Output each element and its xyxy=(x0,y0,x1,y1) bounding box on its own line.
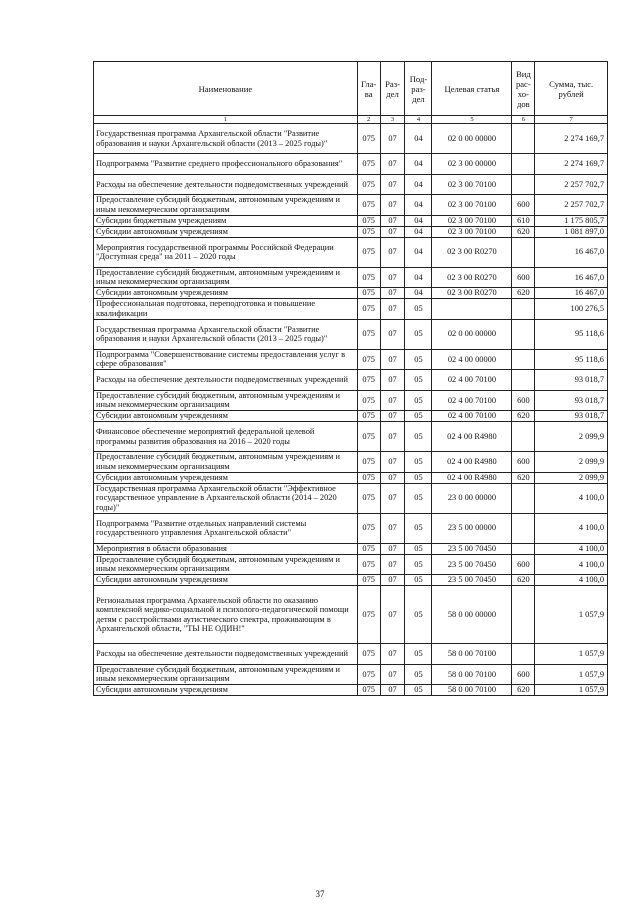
row-section: 07 xyxy=(380,543,405,554)
table-row xyxy=(94,422,608,452)
table-row xyxy=(94,452,608,473)
row-section: 07 xyxy=(380,226,405,237)
row-subsection: 04 xyxy=(405,215,432,226)
row-target: 02 4 00 R4980 xyxy=(432,472,512,483)
row-chapter: 075 xyxy=(357,411,380,422)
row-target: 58 0 00 70100 xyxy=(432,664,512,685)
row-subsection: 04 xyxy=(405,267,432,288)
row-name: Подпрограмма "Развитие отдельных направлений системы государственного управления Архангельской области" xyxy=(94,513,358,543)
row-target: 02 0 00 00000 xyxy=(432,319,512,349)
row-section: 07 xyxy=(380,472,405,483)
row-section: 07 xyxy=(380,411,405,422)
row-target: 02 3 00 R0270 xyxy=(432,288,512,299)
row-target: 02 3 00 70100 xyxy=(432,215,512,226)
row-expense-type: 620 xyxy=(512,575,535,586)
table-row xyxy=(94,370,608,391)
budget-table xyxy=(93,61,608,696)
row-expense-type: 610 xyxy=(512,215,535,226)
row-chapter: 075 xyxy=(357,513,380,543)
row-section: 07 xyxy=(380,267,405,288)
table-row xyxy=(94,215,608,226)
table-body xyxy=(94,124,608,696)
row-target xyxy=(432,299,512,320)
row-chapter: 075 xyxy=(357,370,380,391)
row-subsection: 05 xyxy=(405,349,432,370)
row-name: Предоставление субсидий бюджетным, автономным учреждениям и иным некоммерческим организациям xyxy=(94,390,358,411)
row-subsection: 04 xyxy=(405,195,432,216)
row-subsection: 05 xyxy=(405,664,432,685)
row-expense-type: 600 xyxy=(512,664,535,685)
row-name: Региональная программа Архангельской области по оказанию комплексной медико-социальной и психолого-педагогической помощи детям с расстройствами аутистического спектра, проживающим в Архангельской области, "ТЫ НЕ ОДИН!" xyxy=(94,586,358,644)
row-expense-type xyxy=(512,237,535,267)
row-target: 02 3 00 70100 xyxy=(432,195,512,216)
row-expense-type xyxy=(512,513,535,543)
row-chapter: 075 xyxy=(357,644,380,665)
table-row xyxy=(94,575,608,586)
row-target: 23 5 00 70450 xyxy=(432,543,512,554)
row-expense-type: 620 xyxy=(512,411,535,422)
row-target: 02 4 00 70100 xyxy=(432,411,512,422)
row-target: 02 0 00 00000 xyxy=(432,124,512,154)
row-chapter: 075 xyxy=(357,422,380,452)
row-section: 07 xyxy=(380,513,405,543)
row-expense-type xyxy=(512,349,535,370)
row-expense-type xyxy=(512,483,535,513)
row-name: Государственная программа Архангельской области "Эффективное государственное управление в Архангельской области (2014 – 2020 годы)" xyxy=(94,483,358,513)
table-row xyxy=(94,586,608,644)
row-expense-type: 600 xyxy=(512,195,535,216)
table-row xyxy=(94,288,608,299)
row-name: Подпрограмма "Совершенствование системы предоставления услуг в сфере образования" xyxy=(94,349,358,370)
row-subsection: 05 xyxy=(405,644,432,665)
table-row xyxy=(94,349,608,370)
table-row xyxy=(94,267,608,288)
row-expense-type xyxy=(512,124,535,154)
row-subsection: 05 xyxy=(405,422,432,452)
row-amount: 93 018,7 xyxy=(535,390,608,411)
row-expense-type xyxy=(512,154,535,175)
row-expense-type: 620 xyxy=(512,472,535,483)
row-target: 02 4 00 R4980 xyxy=(432,422,512,452)
row-target: 02 4 00 R4980 xyxy=(432,452,512,473)
table-row xyxy=(94,685,608,696)
row-expense-type xyxy=(512,174,535,195)
row-expense-type: 600 xyxy=(512,390,535,411)
row-target: 23 5 00 00000 xyxy=(432,513,512,543)
column-number-row xyxy=(94,116,608,124)
row-target: 02 3 00 R0270 xyxy=(432,267,512,288)
row-amount: 1 057,9 xyxy=(535,586,608,644)
row-section: 07 xyxy=(380,215,405,226)
row-expense-type xyxy=(512,319,535,349)
row-subsection: 05 xyxy=(405,390,432,411)
header-amount: Сумма, тыс. рублей xyxy=(535,62,608,116)
row-amount: 16 467,0 xyxy=(535,267,608,288)
row-target: 02 4 00 70100 xyxy=(432,390,512,411)
row-name: Субсидии бюджетным учреждениям xyxy=(94,215,358,226)
row-section: 07 xyxy=(380,685,405,696)
row-section: 07 xyxy=(380,483,405,513)
row-name: Предоставление субсидий бюджетным, автономным учреждениям и иным некоммерческим организациям xyxy=(94,664,358,685)
row-chapter: 075 xyxy=(357,319,380,349)
row-subsection: 05 xyxy=(405,483,432,513)
row-chapter: 075 xyxy=(357,586,380,644)
row-amount: 1 057,9 xyxy=(535,664,608,685)
column-number: 2 xyxy=(357,116,380,124)
row-chapter: 075 xyxy=(357,483,380,513)
row-chapter: 075 xyxy=(357,390,380,411)
row-target: 58 0 00 70100 xyxy=(432,685,512,696)
page-number: 37 xyxy=(315,889,325,899)
row-chapter: 075 xyxy=(357,452,380,473)
row-subsection: 04 xyxy=(405,154,432,175)
row-amount: 1 081 897,0 xyxy=(535,226,608,237)
row-name: Мероприятия государственной программы Российской Федерации "Доступная среда" на 2011 – 2020 годы xyxy=(94,237,358,267)
row-section: 07 xyxy=(380,390,405,411)
row-expense-type: 600 xyxy=(512,452,535,473)
row-amount: 2 099,9 xyxy=(535,452,608,473)
row-name: Профессиональная подготовка, переподготовка и повышение квалификации xyxy=(94,299,358,320)
row-name: Предоставление субсидий бюджетным, автономным учреждениям и иным некоммерческим организациям xyxy=(94,452,358,473)
column-number: 5 xyxy=(432,116,512,124)
row-section: 07 xyxy=(380,554,405,575)
row-section: 07 xyxy=(380,664,405,685)
table-row xyxy=(94,513,608,543)
row-chapter: 075 xyxy=(357,215,380,226)
row-subsection: 05 xyxy=(405,452,432,473)
row-expense-type xyxy=(512,586,535,644)
row-section: 07 xyxy=(380,644,405,665)
table-row xyxy=(94,299,608,320)
row-amount: 93 018,7 xyxy=(535,411,608,422)
row-amount: 100 276,5 xyxy=(535,299,608,320)
row-amount: 2 274 169,7 xyxy=(535,154,608,175)
row-subsection: 05 xyxy=(405,586,432,644)
table-header-row xyxy=(94,62,608,116)
row-chapter: 075 xyxy=(357,472,380,483)
header-section: Раз-дел xyxy=(380,62,405,116)
row-section: 07 xyxy=(380,319,405,349)
table-row xyxy=(94,154,608,175)
table-row xyxy=(94,472,608,483)
row-amount: 16 467,0 xyxy=(535,288,608,299)
row-subsection: 05 xyxy=(405,575,432,586)
column-number: 4 xyxy=(405,116,432,124)
row-section: 07 xyxy=(380,299,405,320)
row-amount: 2 257 702,7 xyxy=(535,174,608,195)
row-subsection: 05 xyxy=(405,685,432,696)
column-number: 1 xyxy=(94,116,358,124)
row-chapter: 075 xyxy=(357,664,380,685)
row-target: 58 0 00 70100 xyxy=(432,644,512,665)
row-expense-type: 600 xyxy=(512,267,535,288)
row-section: 07 xyxy=(380,370,405,391)
row-name: Расходы на обеспечение деятельности подведомственных учреждений xyxy=(94,370,358,391)
row-name: Государственная программа Архангельской области "Развитие образования и науки Архангельской области (2013 – 2025 годы)" xyxy=(94,124,358,154)
row-expense-type: 620 xyxy=(512,685,535,696)
header-name: Наименование xyxy=(94,62,358,116)
row-chapter: 075 xyxy=(357,154,380,175)
row-name: Финансовое обеспечение мероприятий федеральной целевой программы развития образования на 2016 – 2020 годы xyxy=(94,422,358,452)
row-chapter: 075 xyxy=(357,124,380,154)
row-subsection: 04 xyxy=(405,124,432,154)
row-expense-type xyxy=(512,370,535,391)
row-amount: 95 118,6 xyxy=(535,349,608,370)
row-target: 23 5 00 70450 xyxy=(432,575,512,586)
row-chapter: 075 xyxy=(357,685,380,696)
table-row xyxy=(94,411,608,422)
row-chapter: 075 xyxy=(357,543,380,554)
row-chapter: 075 xyxy=(357,288,380,299)
row-chapter: 075 xyxy=(357,575,380,586)
row-name: Субсидии автономным учреждениям xyxy=(94,288,358,299)
row-target: 02 3 00 70100 xyxy=(432,226,512,237)
row-name: Субсидии автономным учреждениям xyxy=(94,575,358,586)
table-row xyxy=(94,483,608,513)
row-name: Предоставление субсидий бюджетным, автономным учреждениям и иным некоммерческим организациям xyxy=(94,554,358,575)
row-amount: 2 099,9 xyxy=(535,472,608,483)
row-target: 02 3 00 00000 xyxy=(432,154,512,175)
row-subsection: 04 xyxy=(405,237,432,267)
row-subsection: 04 xyxy=(405,226,432,237)
row-amount: 1 057,9 xyxy=(535,685,608,696)
row-section: 07 xyxy=(380,422,405,452)
row-subsection: 04 xyxy=(405,174,432,195)
row-subsection: 05 xyxy=(405,472,432,483)
table-row xyxy=(94,174,608,195)
row-target: 23 5 00 70450 xyxy=(432,554,512,575)
table-row xyxy=(94,124,608,154)
row-name: Субсидии автономным учреждениям xyxy=(94,226,358,237)
row-subsection: 05 xyxy=(405,411,432,422)
row-chapter: 075 xyxy=(357,237,380,267)
row-name: Субсидии автономным учреждениям xyxy=(94,685,358,696)
row-subsection: 05 xyxy=(405,554,432,575)
row-amount: 1 175 805,7 xyxy=(535,215,608,226)
row-target: 23 0 00 00000 xyxy=(432,483,512,513)
table-row xyxy=(94,543,608,554)
column-number: 7 xyxy=(535,116,608,124)
row-subsection: 05 xyxy=(405,370,432,391)
row-name: Субсидии автономным учреждениям xyxy=(94,472,358,483)
header-subsection: Под-раз-дел xyxy=(405,62,432,116)
row-section: 07 xyxy=(380,154,405,175)
row-chapter: 075 xyxy=(357,226,380,237)
header-expense-type: Вид рас-хо-дов xyxy=(512,62,535,116)
column-number: 6 xyxy=(512,116,535,124)
column-number: 3 xyxy=(380,116,405,124)
row-amount: 93 018,7 xyxy=(535,370,608,391)
row-amount: 95 118,6 xyxy=(535,319,608,349)
header-target: Целевая статья xyxy=(432,62,512,116)
row-subsection: 05 xyxy=(405,319,432,349)
row-expense-type xyxy=(512,299,535,320)
row-name: Подпрограмма "Развитие среднего профессионального образования" xyxy=(94,154,358,175)
row-section: 07 xyxy=(380,174,405,195)
row-section: 07 xyxy=(380,237,405,267)
row-amount: 2 257 702,7 xyxy=(535,195,608,216)
budget-table-container xyxy=(93,61,608,696)
row-target: 02 4 00 00000 xyxy=(432,349,512,370)
row-expense-type xyxy=(512,422,535,452)
row-chapter: 075 xyxy=(357,554,380,575)
table-row xyxy=(94,319,608,349)
row-name: Мероприятия в области образования xyxy=(94,543,358,554)
row-amount: 4 100,0 xyxy=(535,554,608,575)
table-row xyxy=(94,644,608,665)
table-row xyxy=(94,226,608,237)
row-subsection: 05 xyxy=(405,543,432,554)
row-name: Расходы на обеспечение деятельности подведомственных учреждений xyxy=(94,644,358,665)
row-name: Субсидии автономным учреждениям xyxy=(94,411,358,422)
row-name: Предоставление субсидий бюджетным, автономным учреждениям и иным некоммерческим организациям xyxy=(94,267,358,288)
row-section: 07 xyxy=(380,124,405,154)
row-target: 02 3 00 70100 xyxy=(432,174,512,195)
row-chapter: 075 xyxy=(357,349,380,370)
row-amount: 1 057,9 xyxy=(535,644,608,665)
row-chapter: 075 xyxy=(357,267,380,288)
row-expense-type xyxy=(512,644,535,665)
row-section: 07 xyxy=(380,452,405,473)
table-row xyxy=(94,237,608,267)
row-expense-type: 600 xyxy=(512,554,535,575)
table-row xyxy=(94,664,608,685)
row-subsection: 05 xyxy=(405,299,432,320)
row-expense-type: 620 xyxy=(512,226,535,237)
header-chapter: Гла-ва xyxy=(357,62,380,116)
row-subsection: 04 xyxy=(405,288,432,299)
row-section: 07 xyxy=(380,195,405,216)
row-target: 58 0 00 00000 xyxy=(432,586,512,644)
row-section: 07 xyxy=(380,586,405,644)
row-section: 07 xyxy=(380,349,405,370)
row-amount: 4 100,0 xyxy=(535,483,608,513)
table-row xyxy=(94,390,608,411)
row-expense-type xyxy=(512,543,535,554)
row-section: 07 xyxy=(380,575,405,586)
row-target: 02 4 00 70100 xyxy=(432,370,512,391)
row-subsection: 05 xyxy=(405,513,432,543)
row-amount: 4 100,0 xyxy=(535,513,608,543)
row-chapter: 075 xyxy=(357,174,380,195)
row-chapter: 075 xyxy=(357,299,380,320)
row-expense-type: 620 xyxy=(512,288,535,299)
row-name: Предоставление субсидий бюджетным, автономным учреждениям и иным некоммерческим организациям xyxy=(94,195,358,216)
row-section: 07 xyxy=(380,288,405,299)
row-chapter: 075 xyxy=(357,195,380,216)
row-amount: 2 274 169,7 xyxy=(535,124,608,154)
row-amount: 4 100,0 xyxy=(535,543,608,554)
row-name: Расходы на обеспечение деятельности подведомственных учреждений xyxy=(94,174,358,195)
row-target: 02 3 00 R0270 xyxy=(432,237,512,267)
row-amount: 2 099,9 xyxy=(535,422,608,452)
row-name: Государственная программа Архангельской области "Развитие образования и науки Архангельской области (2013 – 2025 годы)" xyxy=(94,319,358,349)
row-amount: 16 467,0 xyxy=(535,237,608,267)
table-row xyxy=(94,554,608,575)
table-row xyxy=(94,195,608,216)
row-amount: 4 100,0 xyxy=(535,575,608,586)
